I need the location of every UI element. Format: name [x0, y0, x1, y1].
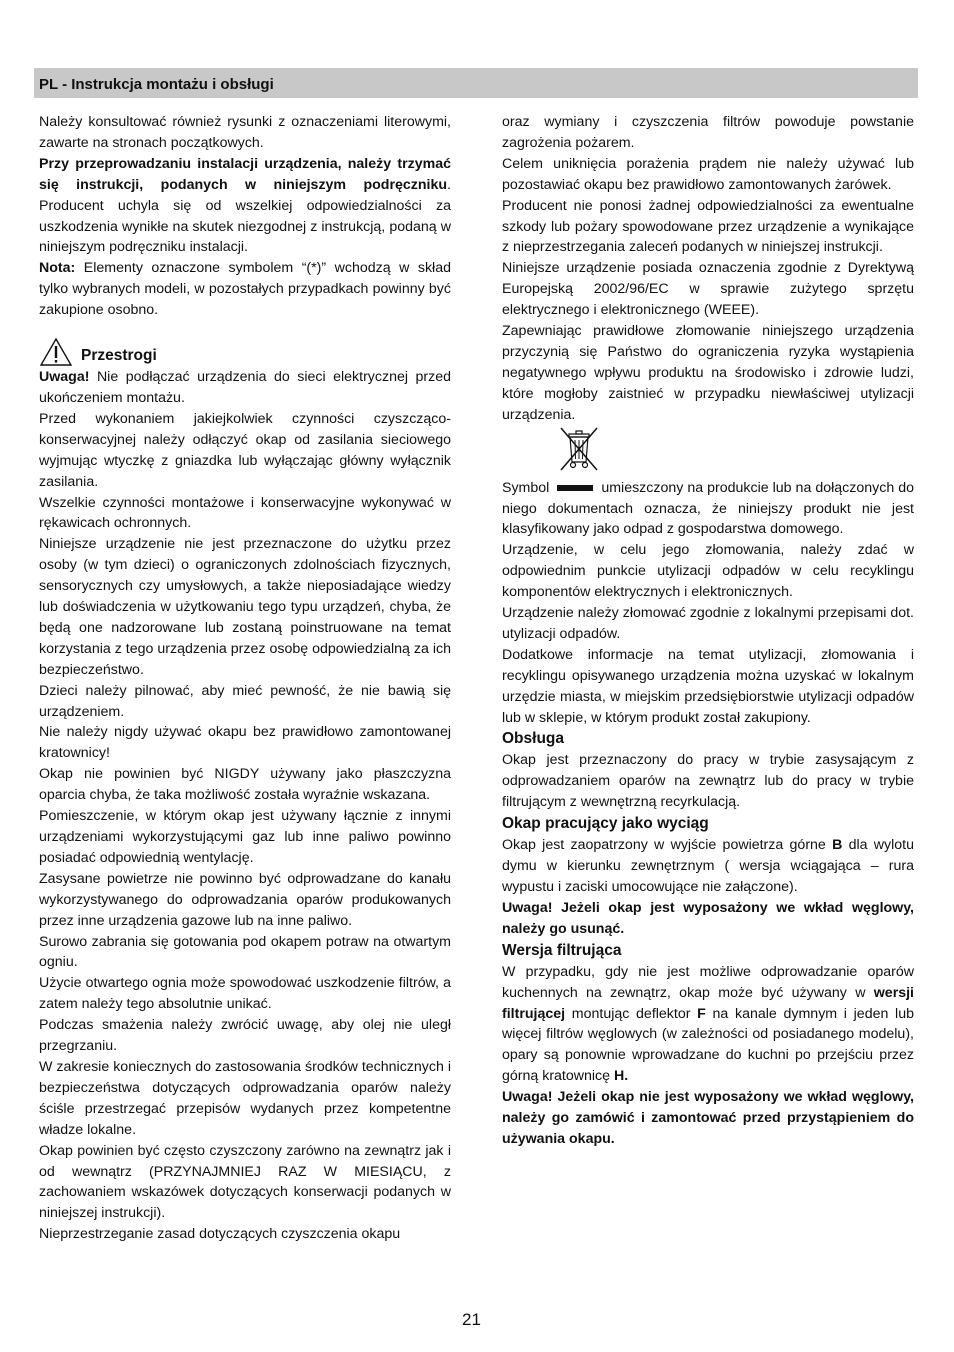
warning-paragraph: Okap powinien być często czyszczony zarówno na zewnątrz jak i od wewnątrz (PRZYNAJMNIEJ RAZ W MIESIĄCU, z zachowaniem wskazówek dotyczących konserwacji podanych w niniejszej instrukcji).	[39, 1142, 451, 1222]
left-column	[39, 112, 451, 1245]
warnings-heading	[39, 337, 451, 367]
warning-paragraph: Okap nie powinien być NIGDY używany jako płaszczyzna oparcia chyba, że taka możliwość została wyraźnie wskazana.	[39, 766, 451, 804]
info-paragraph: Niniejsze urządzenie posiada oznaczenia zgodnie z Dyrektywą Europejską 2002/96/EC w sprawie zużytego sprzętu elektrycznego i elektronicznego (WEEE).	[502, 260, 914, 319]
filtr-bold: wersji filtrującej	[502, 984, 914, 1022]
obsluga-paragraph: Okap jest przeznaczony do pracy w trybie zasysającym z odprowadzaniem oparów na zewnątrz lub do pracy w trybie filtrującym z wewnętrzną recyrkulacją.	[502, 752, 914, 811]
info-paragraph: Zapewniając prawidłowe złomowanie niniejszego urządzenia przyczynią się Państwo do ograniczenia ryzyka wystąpienia negatywnego wpływu produktu na środowisko i zdrowie ludzi, które mogłoby zaistnieć w przypadku niewłaściwej utylizacji urządzenia.	[502, 323, 914, 423]
filtr-text-2: montując deflektor	[565, 1005, 698, 1022]
page-number: 21	[462, 1310, 481, 1329]
info-paragraph: Celem uniknięcia porażenia prądem nie należy używać lub pozostawiać okapu bez prawidłowo zamontowanych żarówek.	[502, 155, 914, 193]
weee-symbol	[502, 426, 914, 478]
crossed-bin-icon	[557, 426, 601, 472]
warning-paragraph: Pomieszczenie, w którym okap jest używany łącznie z innymi urządzeniami wykorzystującymi gaz lub inne paliwo powinno posiadać odpowiednią wentylację.	[39, 808, 451, 866]
wyciag-text: Okap jest zaopatrzony w wyjście powietrza górne	[502, 837, 833, 854]
install-text: . Producent uchyla się od wszelkiej odpowiedzialności za uszkodzenia wynikłe na skutek niezgodnej z instrukcją, podaną w niniejszym podręczniku instalacji.	[39, 176, 451, 256]
install-paragraph	[39, 154, 451, 259]
warning-paragraph: Użycie otwartego ognia może spowodować uszkodzenie filtrów, a zatem należy tego absolutnie unikać.	[39, 975, 451, 1013]
warning-paragraph: Wszelkie czynności montażowe i konserwacyjne wykonywać w rękawicach ochronnych.	[39, 494, 451, 532]
wyciag-warning-text: Uwaga! Jeżeli okap jest wyposażony we wkład węglowy, należy go usunąć.	[502, 899, 914, 937]
info-paragraph: Urządzenie, w celu jego złomowania, należy zdać w odpowiednim punkcie utylizacji odpadów w celu recyklingu komponentów elektrycznych i elektronicznych.	[502, 542, 914, 601]
intro-paragraph: Należy konsultować również rysunki z oznaczeniami literowymi, zawarte na stronach początkowych.	[39, 114, 451, 151]
filtr-paragraph	[502, 962, 914, 1087]
filtr-title: Wersja filtrująca	[502, 941, 622, 959]
wyciag-paragraph	[502, 835, 914, 898]
grille-h-label: H.	[613, 1068, 629, 1085]
warning-paragraph: Surowo zabrania się gotowania pod okapem potraw na otwartym ogniu.	[39, 933, 451, 971]
filtr-warning	[502, 1087, 914, 1150]
warning-paragraph: Podczas smażenia należy zwrócić uwagę, aby olej nie uległ przegrzaniu.	[39, 1017, 451, 1055]
wyciag-warning	[502, 898, 914, 940]
deflector-f-label: F	[697, 1005, 706, 1022]
warning-paragraph: Niniejsze urządzenie nie jest przeznaczone do użytku przez osoby (w tym dzieci) o ograniczonych zdolnościach fizycznych, sensorycznych czy umysłowych, a także nieposiadające wiedzy lub doświadczenia w użytkowaniu tego typu urządzeń, chyba, że będą one nadzorowane lub zostaną poinstruowane na temat korzystania z tego urządzenia przez osobę odpowiedzialną za ich bezpieczeństwo.	[39, 536, 451, 678]
warning-paragraph: W zakresie koniecznych do zastosowania środków technicznych i bezpieczeństwa dotyczących odprowadzania oparów należy ściśle przestrzegać przepisów wydanych przez kompetentne władze lokalne.	[39, 1058, 451, 1138]
uwaga-text: Nie podłączać urządzenia do sieci elektrycznej przed ukończeniem montażu.	[39, 369, 451, 406]
page-title: PL - Instrukcja montażu i obsługi	[39, 76, 274, 93]
warning-paragraph: Zasysane powietrze nie powinno być odprowadzane do kanału wykorzystywanego do odprowadzania oparów produkowanych przez inne urządzenia gazowe lub na inne paliwo.	[39, 870, 451, 929]
install-bold-text: Przy przeprowadzaniu instalacji urządzenia, należy trzymać się instrukcji, podanych w niniejszym podręczniku	[39, 155, 451, 193]
note-text: Elementy oznaczone symbolem “(*)” wchodzą w skład tylko wybranych modeli, w pozostałych przypadkach powinny być zakupione osobno.	[39, 260, 451, 319]
warning-triangle-icon	[39, 337, 73, 367]
right-column	[502, 112, 914, 1150]
info-paragraph: Urządzenie należy złomować zgodnie z lokalnymi przepisami dot. utylizacji odpadów.	[502, 605, 914, 642]
symbol-text: umieszczony na produkcie lub na dołączonych do niego dokumentach oznacza, że niniejszy produkt nie jest klasyfikowany jako odpad z gospodarstwa domowego.	[502, 479, 914, 538]
filtr-warning-text: Uwaga! Jeżeli okap nie jest wyposażony we wkład węglowy, należy go zamówić i zamontować przed przystąpieniem do używania okapu.	[502, 1089, 914, 1147]
wyciag-text-cont: dla wylotu dymu w kierunku zewnętrznym ( wersja wciągająca – rura wypustu i zaciski umocowujące nie załączone).	[502, 837, 915, 895]
symbol-bar-icon	[557, 485, 593, 491]
outlet-b-label: B	[832, 837, 843, 854]
symbol-prefix: Symbol	[502, 479, 550, 496]
warning-paragraph: Nie należy nigdy używać okapu bez prawidłowo zamontowanej kratownicy!	[39, 724, 451, 762]
info-paragraph: Dodatkowe informacje na temat utylizacji, złomowania i recyklingu opisywanego urządzenia można uzyskać w lokalnym urzędzie miasta, w miejskim przedsiębiorstwie utylizacji odpadów lub w sklepie, w którym produkt został zakupiony.	[502, 646, 914, 726]
filtr-text: W przypadku, gdy nie jest możliwe odprowadzanie oparów kuchennych na zewnątrz, okap może być używany w	[502, 963, 914, 1001]
obsluga-title: Obsługa	[502, 730, 565, 748]
symbol-paragraph	[502, 478, 914, 541]
uwaga-paragraph	[39, 367, 451, 409]
warnings-title: Przestrogi	[81, 347, 157, 365]
warning-paragraph: Dzieci należy pilnować, aby mieć pewność, że nie bawią się urządzeniem.	[39, 682, 451, 720]
info-paragraph: Producent nie ponosi żadnej odpowiedzialności za ewentualne szkody lub pożary spowodowane przez urządzenie a wynikające z nieprzestrzegania zaleceń podanych w niniejszej instrukcji.	[502, 197, 914, 256]
section-header-bar	[34, 68, 918, 98]
warning-paragraph: Nieprzestrzeganie zasad dotyczących czyszczenia okapu	[39, 1226, 401, 1243]
uwaga-label: Uwaga!	[39, 369, 90, 386]
filtr-text-3: na kanale dymnym i jeden lub więcej filtrów węglowych (w zależności od posiadanego modelu), opary są ponownie wprowadzane do kuchni po przejściu przez górną kratownicę	[502, 1005, 914, 1085]
info-paragraph: oraz wymiany i czyszczenia filtrów powoduje powstanie zagrożenia pożarem.	[502, 114, 914, 151]
wyciag-title: Okap pracujący jako wyciąg	[502, 815, 709, 833]
warning-paragraph: Przed wykonaniem jakiejkolwiek czynności czyszcząco-konserwacyjnej należy odłączyć okap od zasilania sieciowego wyjmując wtyczkę z gniazdka lub wyłączając główny wyłącznik zasilania.	[39, 410, 451, 490]
note-paragraph	[39, 258, 451, 321]
note-label: Nota:	[39, 260, 76, 277]
